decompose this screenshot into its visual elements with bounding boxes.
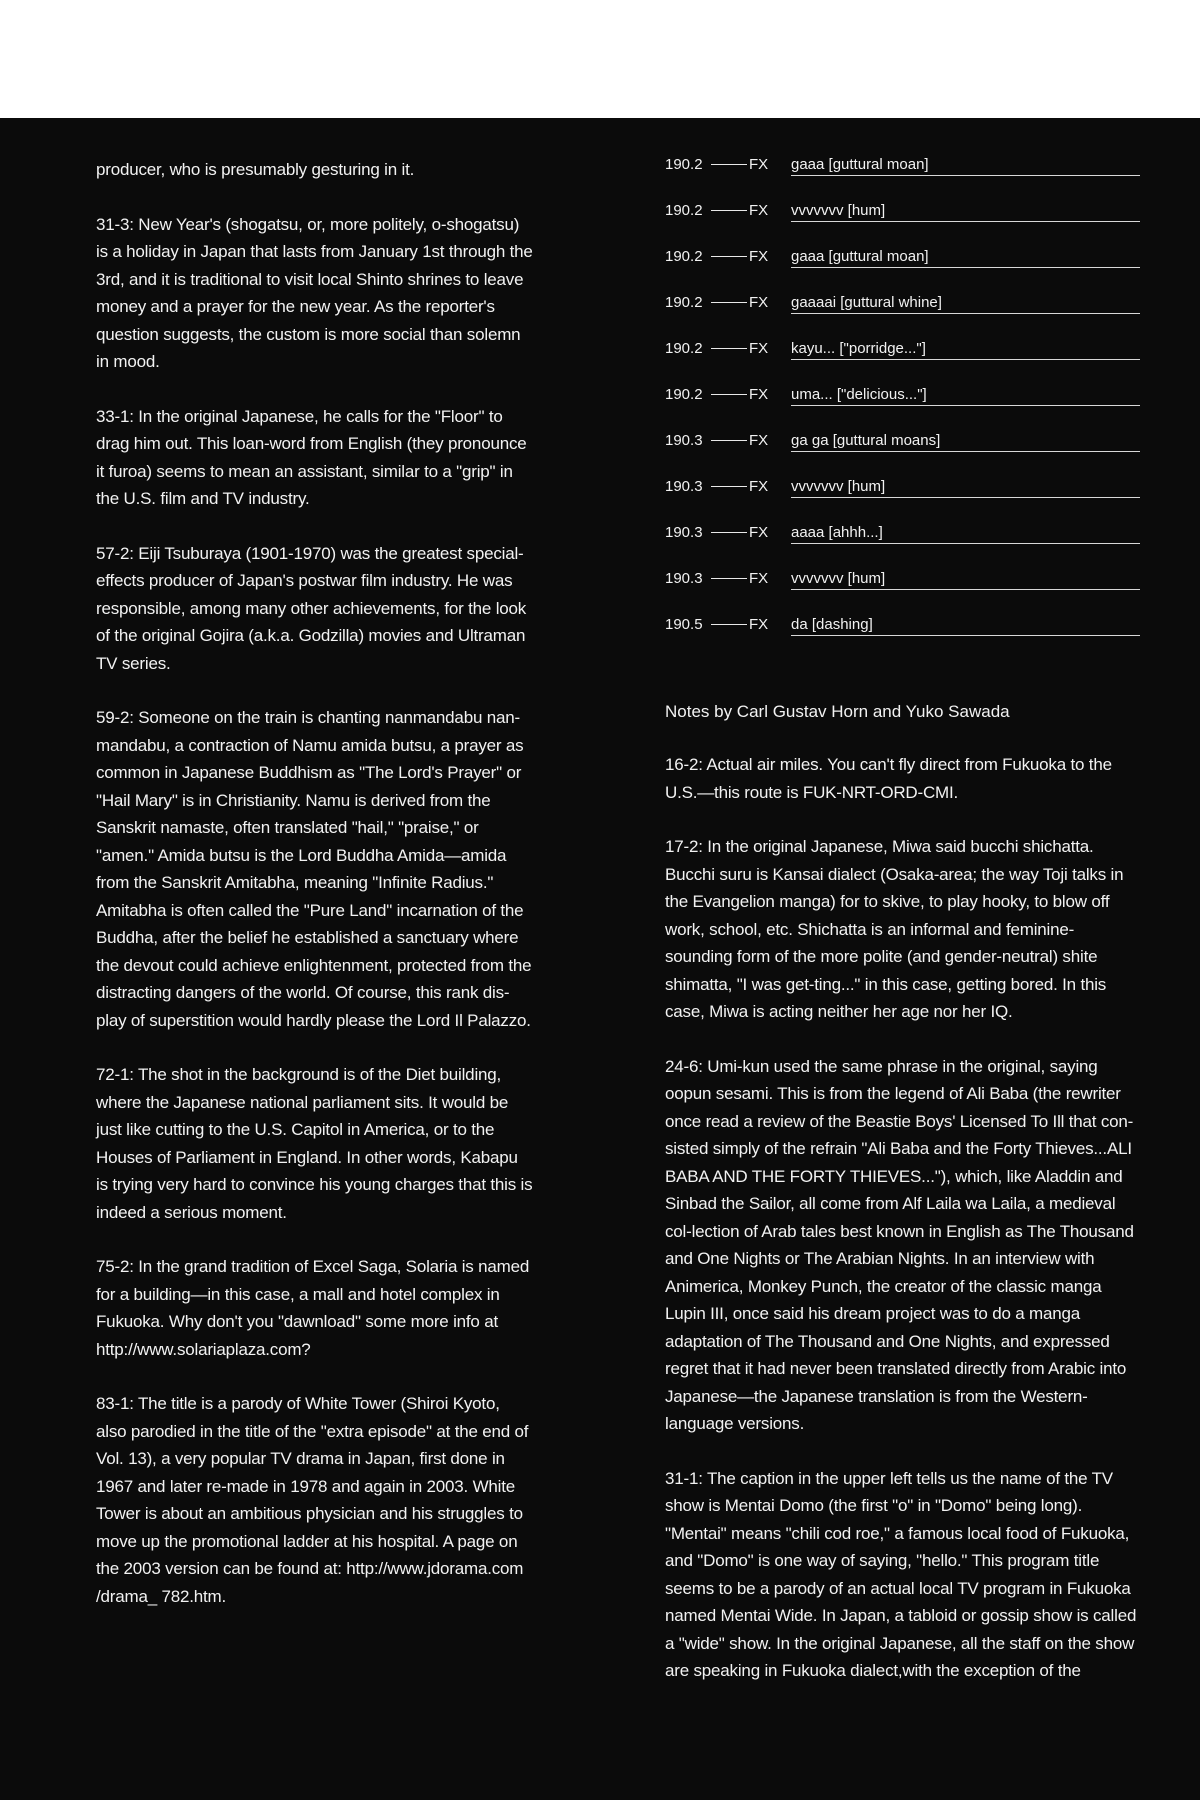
fx-entry <box>665 478 1140 524</box>
fx-entry <box>665 340 1140 386</box>
fx-tag: FX <box>749 386 769 403</box>
fx-tag: FX <box>749 294 769 311</box>
fx-entry <box>665 616 1140 662</box>
note-paragraph: producer, who is presumably gesturing in it. <box>96 160 415 179</box>
fx-sound: kayu... ["porridge..."] <box>791 340 1140 360</box>
note-paragraph: 24-6: Umi-kun used the same phrase in the original, saying oopun sesami. This is from the legend of Ali Baba (the rewriter once read a review of the Beastie Boys' Licensed To Ill that con-sisted simply of the refrain "Ali Baba and the Forty Thieves...ALI BABA AND THE FORTY THIEVES..."), which, like Aladdin and Sinbad the Sailor, all come from Alf Laila wa Laila, a medieval col-lection of Arab tales best known in English as The Thousand and One Nights or The Arabian Nights. In an interview with Animerica, Monkey Punch, the creator of the classic manga Lupin III, once said his dream project was to do a manga adaptation of The Thousand and One Nights, and expressed regret that it had never been translated directly from Arabic into Japanese—the Japanese translation is from the Western-language versions. <box>665 1056 1134 1433</box>
fx-sound: uma... ["delicious..."] <box>791 386 1140 406</box>
fx-tag: FX <box>749 248 769 265</box>
fx-sound: gaaaai [guttural whine] <box>791 294 1140 314</box>
notes-credit-heading: Notes by Carl Gustav Horn and Yuko Sawada <box>665 702 1010 721</box>
fx-ref: 190.5 <box>665 616 703 633</box>
fx-ref: 190.3 <box>665 524 703 541</box>
fx-sound: gaaa [guttural moan] <box>791 248 1140 268</box>
fx-ref: 190.2 <box>665 202 703 219</box>
fx-ref: 190.3 <box>665 570 703 587</box>
leader-line <box>711 302 747 303</box>
fx-entry <box>665 570 1140 616</box>
fx-ref: 190.2 <box>665 156 703 173</box>
fx-entry <box>665 156 1140 202</box>
fx-sound: ga ga [guttural moans] <box>791 432 1140 452</box>
fx-entry <box>665 386 1140 432</box>
fx-ref: 190.2 <box>665 386 703 403</box>
right-column <box>665 156 1140 1712</box>
note-paragraph: 31-1: The caption in the upper left tells us the name of the TV show is Mentai Domo (the first "o" in "Domo" being long). "Mentai" means "chili cod roe," a famous local food of Fukuoka, and "Domo" is one way of saying, "hello." This program title seems to be a parody of an actual local TV program in Fukuoka named Mentai Wide. In Japan, a tabloid or gossip show is called a "wide" show. In the original Japanese, all the staff on the show are speaking in Fukuoka dialect,with the exception of the <box>665 1468 1137 1680</box>
leader-line <box>711 440 747 441</box>
fx-tag: FX <box>749 616 769 633</box>
fx-ref: 190.3 <box>665 478 703 495</box>
note-paragraph: 57-2: Eiji Tsuburaya (1901-1970) was the greatest special-effects producer of Japan's postwar film industry. He was responsible, among many other achievements, for the look of the original Gojira (a.k.a. Godzilla) movies and Ultraman TV series. <box>96 543 527 673</box>
leader-line <box>711 348 747 349</box>
leader-line <box>711 578 747 579</box>
fx-sound: vvvvvvv [hum] <box>791 478 1140 498</box>
left-column <box>96 156 534 1637</box>
fx-sound: vvvvvvv [hum] <box>791 202 1140 222</box>
fx-tag: FX <box>749 432 769 449</box>
fx-entry <box>665 248 1140 294</box>
fx-entry <box>665 432 1140 478</box>
note-paragraph: 31-3: New Year's (shogatsu, or, more politely, o-shogatsu) is a holiday in Japan that lasts from January 1st through the 3rd, and it is traditional to visit local Shinto shrines to leave money and a prayer for the new year. As the reporter's question suggests, the custom is more social than solemn in mood. <box>96 214 533 371</box>
fx-entry <box>665 202 1140 248</box>
note-paragraph: 16-2: Actual air miles. You can't fly direct from Fukuoka to the U.S.—this route is FUK-NRT-ORD-CMI. <box>665 755 1112 802</box>
note-paragraph: 75-2: In the grand tradition of Excel Saga, Solaria is named for a building—in this case, a mall and hotel complex in Fukuoka. Why don't you "dawnload" some more info at http://www.solariaplaza.com? <box>96 1257 530 1359</box>
fx-sound: gaaa [guttural moan] <box>791 156 1140 176</box>
fx-sound: da [dashing] <box>791 616 1140 636</box>
notes-page <box>0 118 1200 1800</box>
leader-line <box>711 624 747 625</box>
leader-line <box>711 394 747 395</box>
fx-ref: 190.2 <box>665 294 703 311</box>
fx-entry <box>665 524 1140 570</box>
fx-tag: FX <box>749 156 769 173</box>
fx-ref: 190.2 <box>665 340 703 357</box>
fx-tag: FX <box>749 202 769 219</box>
note-paragraph: 59-2: Someone on the train is chanting nanmandabu nan-mandabu, a contraction of Namu amida butsu, a prayer as common in Japanese Buddhism as "The Lord's Prayer" or "Hail Mary" is in Christianity. Namu is derived from the Sanskrit namaste, often translated "hail," "praise," or "amen." Amida butsu is the Lord Buddha Amida—amida from the Sanskrit Amitabha, meaning "Infinite Radius." Amitabha is often called the "Pure Land" incarnation of the Buddha, after the belief he established a sanctuary where the devout could achieve enlightenment, protected from the distracting dangers of the world. Of course, this rank dis-play of superstition would hardly please the Lord Il Palazzo. <box>96 708 532 1030</box>
leader-line <box>711 210 747 211</box>
fx-sound: aaaa [ahhh...] <box>791 524 1140 544</box>
fx-sound: vvvvvvv [hum] <box>791 570 1140 590</box>
note-paragraph: 17-2: In the original Japanese, Miwa said bucchi shichatta. Bucchi suru is Kansai dialect (Osaka-area; the way Toji talks in the Evangelion manga) for to skive, to play hooky, to blow off work, school, etc. Shichatta is an informal and feminine-sounding form of the more polite (and gender-neutral) shite shimatta, "I was get-ting..." in this case, getting bored. In this case, Miwa is acting neither her age nor her IQ. <box>665 837 1124 1021</box>
fx-tag: FX <box>749 478 769 495</box>
fx-ref: 190.2 <box>665 248 703 265</box>
note-paragraph: 33-1: In the original Japanese, he calls for the "Floor" to drag him out. This loan-word from English (they pronounce it furoa) seems to mean an assistant, similar to a "grip" in the U.S. film and TV industry. <box>96 406 527 508</box>
fx-list <box>665 156 1140 662</box>
note-paragraph: 83-1: The title is a parody of White Tower (Shiroi Kyoto, also parodied in the title of the "extra episode" at the end of Vol. 13), a very popular TV drama in Japan, first done in 1967 and later re-made in 1978 and again in 2003. White Tower is about an ambitious physician and his struggles to move up the promotional ladder at his hospital. A page on the 2003 version can be found at: http://www.jdorama.com /drama_ 782.htm. <box>96 1394 529 1606</box>
leader-line <box>711 164 747 165</box>
leader-line <box>711 256 747 257</box>
fx-tag: FX <box>749 570 769 587</box>
fx-tag: FX <box>749 340 769 357</box>
leader-line <box>711 532 747 533</box>
fx-ref: 190.3 <box>665 432 703 449</box>
fx-entry <box>665 294 1140 340</box>
note-paragraph: 72-1: The shot in the background is of the Diet building, where the Japanese national parliament sits. It would be just like cutting to the U.S. Capitol in America, or to the Houses of Parliament in England. In other words, Kabapu is trying very hard to convince his young charges that this is indeed a serious moment. <box>96 1065 533 1222</box>
fx-tag: FX <box>749 524 769 541</box>
leader-line <box>711 486 747 487</box>
